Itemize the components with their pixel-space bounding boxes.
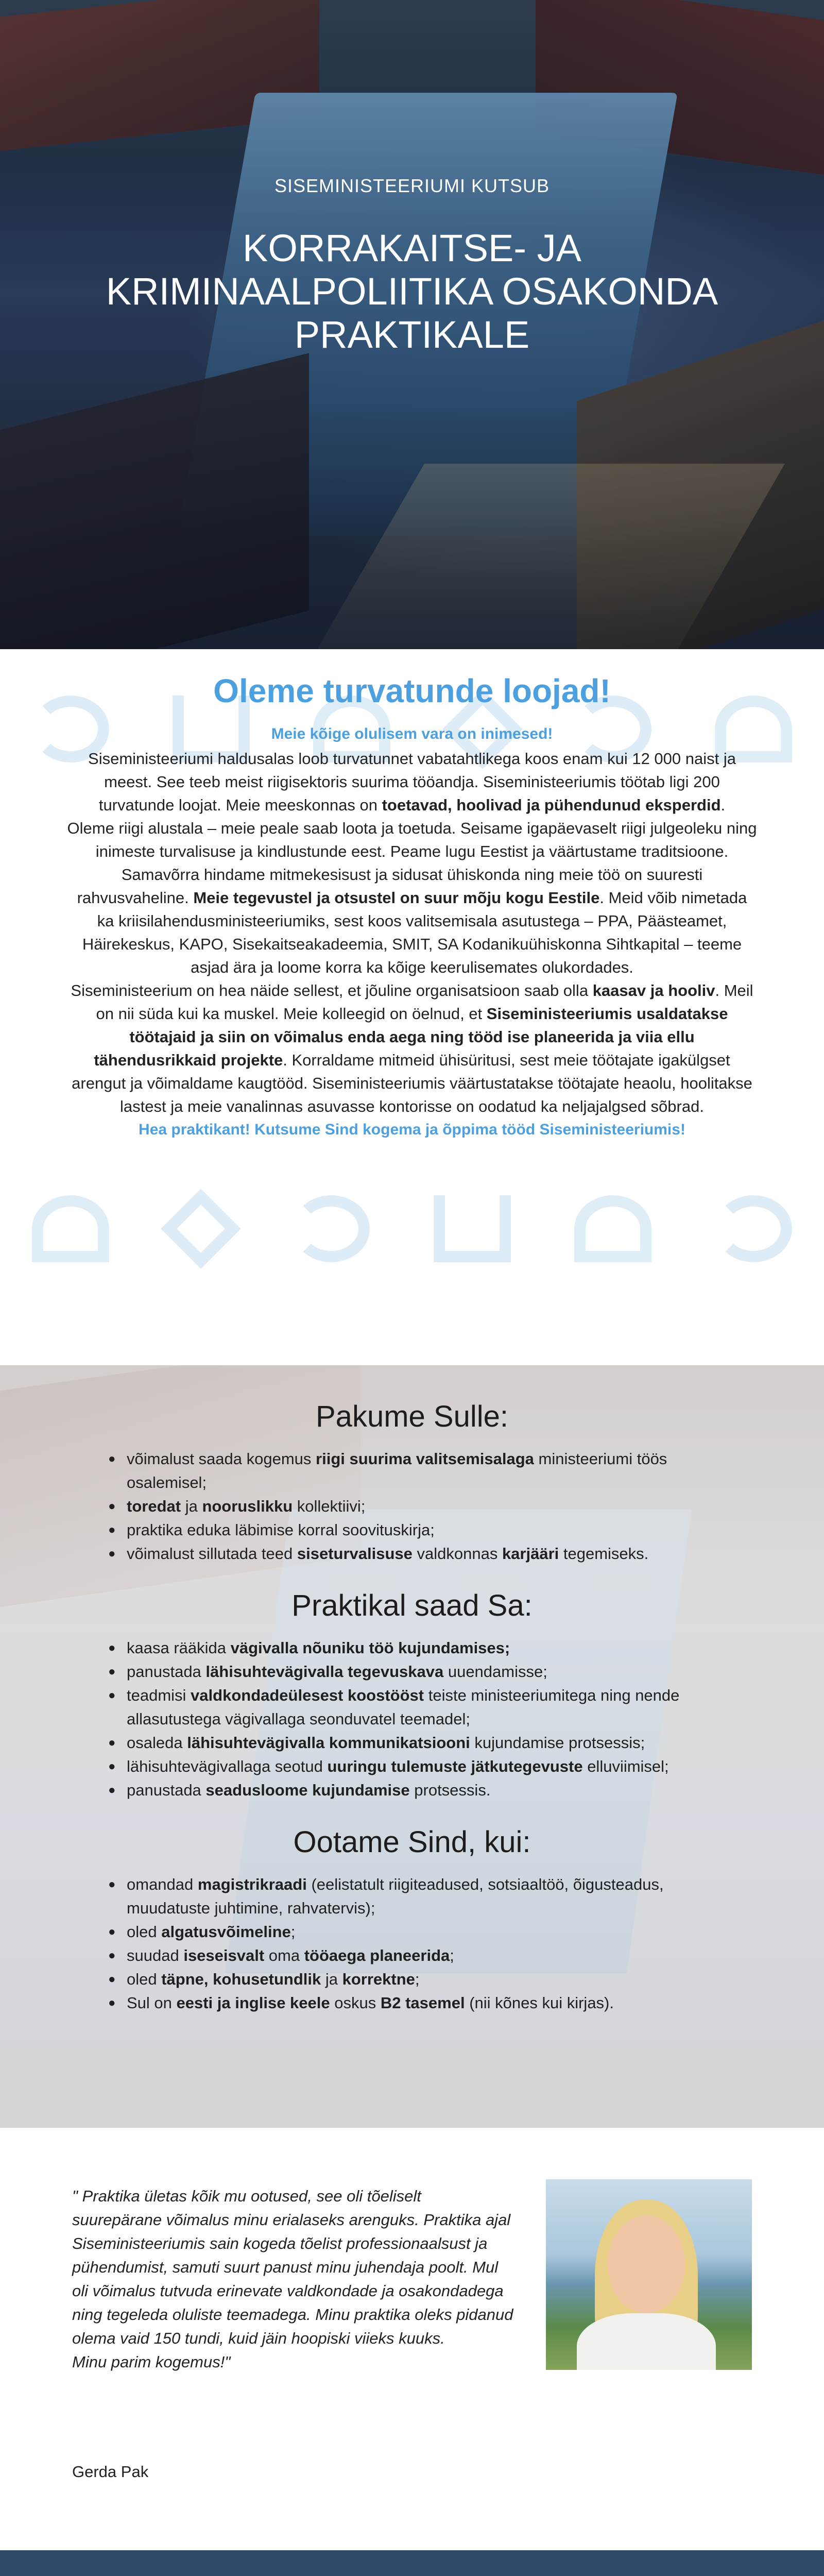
- text: protsessis.: [409, 1781, 491, 1799]
- intro-section: [0, 649, 824, 1365]
- text: .: [720, 796, 726, 814]
- text-bold: täpne, kohusetundlik: [161, 1970, 321, 1988]
- hero-banner: [0, 0, 824, 649]
- pattern-row-bottom: [0, 1185, 824, 1273]
- text-bold: karjääri: [502, 1545, 559, 1563]
- hero-text: [0, 175, 824, 357]
- quote-end: Minu parim kogemus!": [72, 2353, 231, 2371]
- text: Sul on: [127, 1994, 177, 2012]
- list-item: [108, 1968, 716, 1991]
- list-item: [108, 1991, 716, 2015]
- text: (eelistatult riigiteadused, sotsiaaltöö, õigusteadus, muudatuste juhtimine, rahvatervis);: [127, 1875, 664, 1917]
- text-bold: korrektne: [342, 1970, 415, 1988]
- list-item: [108, 1731, 716, 1755]
- testimonial-section: [0, 2128, 824, 2550]
- offers-heading: Pakume Sulle:: [316, 1400, 508, 1433]
- pattern-symbol: [293, 1195, 370, 1262]
- text-bold: magistrikraadi: [197, 1875, 307, 1893]
- text: tegemiseks.: [559, 1545, 649, 1563]
- text: kollektiivi;: [293, 1497, 366, 1515]
- text: kaasa rääkida: [127, 1639, 231, 1657]
- text: ja: [181, 1497, 202, 1515]
- text: (nii kõnes kui kirjas).: [465, 1994, 614, 2012]
- intro-subheading: Meie kõige olulisem vara on inimesed!: [271, 725, 553, 742]
- practice-list: [108, 1636, 716, 1802]
- text-bold: kaasav ja hooliv: [592, 981, 715, 999]
- text: . Meil on nii süda kui ka muskel. Meie kolleegid on öelnud, et: [96, 981, 753, 1023]
- text: panustada: [127, 1781, 206, 1799]
- testimonial-photo: [546, 2179, 752, 2370]
- text-bold: riigi suurima valitsemisalaga: [316, 1450, 534, 1468]
- text: oskus: [330, 1994, 381, 2012]
- practice-heading: Praktikal saad Sa:: [291, 1589, 533, 1622]
- text: ja: [321, 1970, 342, 1988]
- list-item: [108, 1920, 716, 1944]
- testimonial-quote: [72, 2184, 515, 2374]
- intro-closing: Hea praktikant! Kutsume Sind kogema ja õppima tööd Siseministeeriumis!: [139, 1121, 685, 1138]
- text: . Meid võib nimetada ka kriisilahendusministeeriumiks, sest koos valitsemisala asutustega – PPA, Päästeamet, Häirekeskus, KAPO, Sisekaitseakadeemia, SMIT, SA Kodanikuühiskonna Sihtkapital – teeme asjad ära ja loome korra ka kõige keerulisemates olukordades.: [82, 889, 747, 976]
- photo-face: [608, 2215, 685, 2313]
- text-bold: toetavad, hoolivad ja pühendunud eksperdid: [382, 796, 721, 814]
- pattern-symbol: [434, 1195, 511, 1262]
- text-bold: nooruslikku: [202, 1497, 293, 1515]
- text-bold: Meie tegevustel ja otsustel on suur mõju kogu Eestile: [193, 889, 600, 907]
- list-item: [108, 1660, 716, 1684]
- text: võimalust sillutada teed: [127, 1545, 297, 1563]
- text-bold: B2 tasemel: [380, 1994, 465, 2012]
- hero-eyebrow: SISEMINISTEERIUMI KUTSUB: [274, 175, 550, 196]
- list-item: [108, 1778, 716, 1802]
- list-item: [108, 1944, 716, 1968]
- intro-paragraph-3: [67, 979, 757, 1118]
- pattern-symbol: [32, 1195, 109, 1262]
- text-bold: valdkondadeülesest koostööst: [191, 1686, 424, 1704]
- text: ;: [450, 1946, 454, 1964]
- list-item: [108, 1755, 716, 1778]
- list-item: [108, 1684, 716, 1731]
- text-bold: lähisuhtevägivalla tegevuskava: [205, 1663, 444, 1681]
- text-bold: siseturvalisuse: [297, 1545, 413, 1563]
- text: Oleme riigi alustala – meie peale saab loota ja toetuda. Seisame igapäevaselt riigi julgeoleku ning inimeste turvalisuse ja kindlustunde eest. Peame lugu Eestist ja väärtustame traditsioone. Samavõrra hindame mitmekesisust ja sidusat ühiskonda ning meie töö on suuresti rahvusvaheline.: [67, 819, 757, 907]
- list-item: [108, 1495, 716, 1518]
- text: panustada: [127, 1663, 206, 1681]
- text: ministeeriumi töös osalemisel;: [127, 1450, 667, 1492]
- text-bold: iseseisvalt: [183, 1946, 265, 1964]
- offers-section: [0, 1365, 824, 2128]
- requirements-heading: Ootame Sind, kui:: [293, 1825, 531, 1859]
- text: lähisuhtevägivallaga seotud: [127, 1757, 328, 1775]
- text: oled: [127, 1970, 162, 1988]
- text-bold: algatusvõimeline: [161, 1923, 291, 1941]
- text-bold: seadusloome kujundamise: [205, 1781, 410, 1799]
- text-bold: vägivalla nõuniku töö kujundamises;: [230, 1639, 510, 1657]
- text: ;: [415, 1970, 420, 1988]
- list-item: [108, 1636, 716, 1660]
- text: kujundamise protsessis;: [470, 1734, 645, 1752]
- pattern-symbol: [161, 1189, 241, 1269]
- intro-content: [67, 649, 757, 1139]
- text-bold: toredat: [127, 1497, 181, 1515]
- text-bold: eesti ja inglise keele: [176, 1994, 330, 2012]
- text: praktika eduka läbimise korral soovituskirja;: [127, 1521, 435, 1539]
- requirements-list: [108, 1873, 716, 2015]
- text-bold: tööaega planeerida: [304, 1946, 450, 1964]
- pattern-symbol: [715, 1195, 792, 1262]
- text: . Korraldame mitmeid ühisüritusi, sest meie töötajate igakülgset arengut ja võimaldame kaugtööd. Siseministeeriumis väärtustatakse töötajate heaolu, hoolitakse lastest ja meie vanalinnas asuvasse kontorisse on oodatud ka neljajalgsed sõbrad.: [72, 1051, 752, 1115]
- quote-text: " Praktika ületas kõik mu ootused, see oli tõeliselt suurepärane võimalus minu erialaseks arenguks. Praktika ajal Siseministeeriumis sain kogeda tõelist professionaalsust ja pühendumist, samuti suurt panust minu juhendaja poolt. Mul oli võimalus tutvuda erinevate valdkondade ja osakondadega ning tegeleda oluliste teemadega. Minu praktika oleks pidanud olema vaid 150 tundi, kuid jäin hoopiski viieks kuuks.: [72, 2187, 513, 2347]
- text-bold: uuringu tulemuste jätkutegevuste: [327, 1757, 583, 1775]
- text: omandad: [127, 1875, 198, 1893]
- text: ;: [290, 1923, 296, 1941]
- text: valdkonnas: [412, 1545, 502, 1563]
- offers-content: [108, 1365, 716, 2015]
- text: Siseministeerium on hea näide sellest, et jõuline organisatsioon saab olla: [71, 981, 593, 999]
- text: oled: [127, 1923, 162, 1941]
- text: suudad: [127, 1946, 184, 1964]
- list-item: [108, 1873, 716, 1920]
- photo-body: [577, 2313, 716, 2370]
- text: osaleda: [127, 1734, 187, 1752]
- text: oma: [264, 1946, 304, 1964]
- list-item: [108, 1518, 716, 1542]
- text: võimalust saada kogemus: [127, 1450, 316, 1468]
- text: Siseministeeriumi haldusalas loob turvatunnet vabatahtlikega koos enam kui 12 000 naist ja meest. See teeb meist riigisektoris suurima tööandja. Siseministeeriumis töötab ligi 200 turvatunde loojat. Meie meeskonnas on: [88, 750, 736, 814]
- text-bold: Siseministeeriumis usaldatakse töötajaid ja siin on võimalus enda aega ning tööd ise planeerida ja viia ellu tähendusrikkaid projekte: [94, 1005, 728, 1069]
- text-bold: lähisuhtevägivalla kommunikatsiooni: [187, 1734, 470, 1752]
- hero-title: KORRAKAITSE- JA KRIMINAALPOLIITIKA OSAKONDA PRAKTIKALE: [106, 227, 718, 356]
- offers-list: [108, 1447, 716, 1566]
- intro-paragraph-1: [67, 747, 757, 817]
- intro-heading: Oleme turvatunde loojad!: [213, 672, 611, 709]
- text: elluviimisel;: [582, 1757, 669, 1775]
- testimonial-author: Gerda Pak: [72, 2463, 149, 2481]
- text: teadmisi: [127, 1686, 191, 1704]
- list-item: [108, 1542, 716, 1566]
- list-item: [108, 1447, 716, 1495]
- cta-banner: [0, 2550, 824, 2576]
- text: teiste ministeeriumitega ning nende allasutustega vägivallaga seonduvatel teemadel;: [127, 1686, 680, 1728]
- pattern-symbol: [574, 1195, 651, 1262]
- text: uuendamisse;: [443, 1663, 547, 1681]
- intro-paragraph-2: [67, 817, 757, 979]
